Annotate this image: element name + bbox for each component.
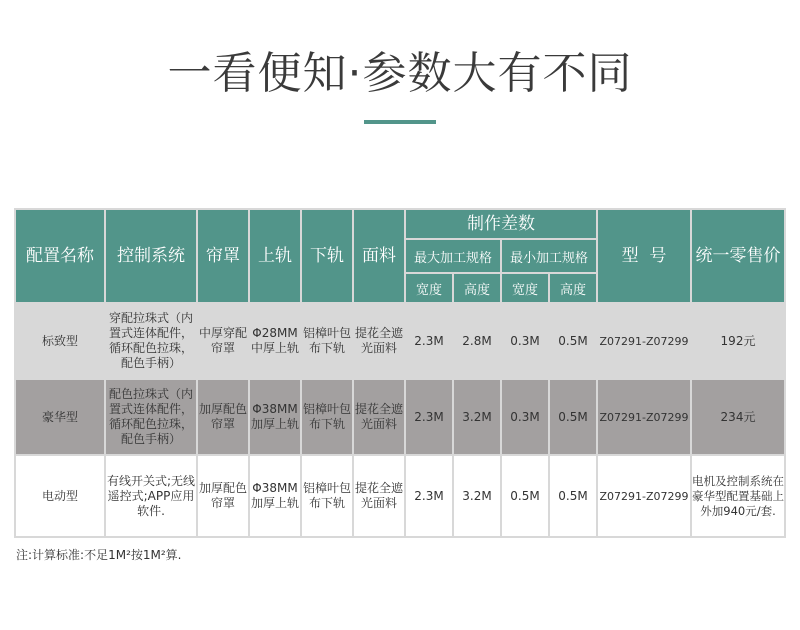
header-upper-rail: 上轨 bbox=[250, 210, 300, 302]
cell-max-height: 3.2M bbox=[454, 380, 500, 454]
header-production-diff: 制作差数 bbox=[406, 210, 596, 238]
header-control-system: 控制系统 bbox=[106, 210, 196, 302]
cell-max-height: 2.8M bbox=[454, 304, 500, 378]
cell-control: 配色拉珠式（内置式连体配件，循环配色拉珠，配色手柄） bbox=[106, 380, 196, 454]
cell-model: Z07291-Z07299 bbox=[598, 456, 690, 536]
title-underline bbox=[364, 120, 436, 124]
header-max-height: 高度 bbox=[454, 274, 500, 302]
header-model: 型 号 bbox=[598, 210, 690, 302]
spec-table bbox=[14, 208, 786, 538]
cell-control: 有线开关式;无线遥控式;APP应用软件. bbox=[106, 456, 196, 536]
header-min-width: 宽度 bbox=[502, 274, 548, 302]
cell-fabric: 提花全遮光面料 bbox=[354, 304, 404, 378]
cell-model: Z07291-Z07299 bbox=[598, 380, 690, 454]
table-row-standard bbox=[16, 304, 784, 378]
header-min-height: 高度 bbox=[550, 274, 596, 302]
cell-name: 电动型 bbox=[16, 456, 104, 536]
cell-name: 豪华型 bbox=[16, 380, 104, 454]
cell-min-width: 0.5M bbox=[502, 456, 548, 536]
cell-fabric: 提花全遮光面料 bbox=[354, 456, 404, 536]
cell-upper-rail: Φ38MM加厚上轨 bbox=[250, 380, 300, 454]
header-unified-price: 统一零售价 bbox=[692, 210, 784, 302]
cell-min-height: 0.5M bbox=[550, 304, 596, 378]
cell-min-height: 0.5M bbox=[550, 456, 596, 536]
cell-control: 穿配拉珠式（内置式连体配件，循环配色拉珠，配色手柄） bbox=[106, 304, 196, 378]
cell-max-height: 3.2M bbox=[454, 456, 500, 536]
cell-max-width: 2.3M bbox=[406, 456, 452, 536]
cell-price: 电机及控制系统在豪华型配置基础上外加940元/套. bbox=[692, 456, 784, 536]
header-config-name: 配置名称 bbox=[16, 210, 104, 302]
cell-max-width: 2.3M bbox=[406, 380, 452, 454]
cell-name: 标致型 bbox=[16, 304, 104, 378]
cell-lower-rail: 铝樟叶包布下轨 bbox=[302, 456, 352, 536]
cell-min-height: 0.5M bbox=[550, 380, 596, 454]
footnote: 注:计算标准:不足1M²按1M²算. bbox=[16, 548, 182, 562]
cell-max-width: 2.3M bbox=[406, 304, 452, 378]
cell-lower-rail: 铝樟叶包布下轨 bbox=[302, 304, 352, 378]
cell-price: 234元 bbox=[692, 380, 784, 454]
header-max-spec: 最大加工规格 bbox=[406, 240, 500, 272]
header-curtain: 帘罩 bbox=[198, 210, 248, 302]
cell-upper-rail: Φ28MM中厚上轨 bbox=[250, 304, 300, 378]
cell-model: Z07291-Z07299 bbox=[598, 304, 690, 378]
cell-upper-rail: Φ38MM加厚上轨 bbox=[250, 456, 300, 536]
cell-price: 192元 bbox=[692, 304, 784, 378]
cell-lower-rail: 铝樟叶包布下轨 bbox=[302, 380, 352, 454]
table-row-electric bbox=[16, 456, 784, 536]
header-min-spec: 最小加工规格 bbox=[502, 240, 596, 272]
page-title: 一看便知·参数大有不同 bbox=[167, 48, 633, 99]
header-lower-rail: 下轨 bbox=[302, 210, 352, 302]
header-max-width: 宽度 bbox=[406, 274, 452, 302]
table-row-luxury bbox=[16, 380, 784, 454]
header-fabric: 面料 bbox=[354, 210, 404, 302]
cell-curtain: 加厚配色帘罩 bbox=[198, 380, 248, 454]
header-row-1 bbox=[16, 210, 784, 238]
cell-min-width: 0.3M bbox=[502, 304, 548, 378]
cell-curtain: 中厚穿配帘罩 bbox=[198, 304, 248, 378]
cell-curtain: 加厚配色帘罩 bbox=[198, 456, 248, 536]
cell-fabric: 提花全遮光面料 bbox=[354, 380, 404, 454]
cell-min-width: 0.3M bbox=[502, 380, 548, 454]
